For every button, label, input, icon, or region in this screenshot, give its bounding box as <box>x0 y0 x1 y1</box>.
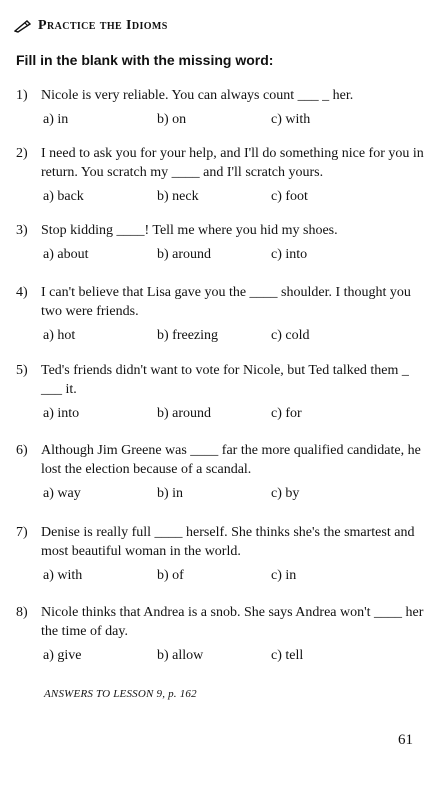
question-number: 2) <box>16 146 28 161</box>
question-item <box>16 523 424 585</box>
pencil-icon <box>14 19 32 33</box>
option-a: a) hot <box>43 328 76 343</box>
option-b: b) of <box>157 568 184 583</box>
question-item <box>16 86 424 129</box>
option-b: b) around <box>157 406 212 421</box>
option-b: b) freezing <box>157 328 219 343</box>
option-c: c) by <box>271 486 300 501</box>
option-a: a) in <box>43 112 69 127</box>
option-c: c) with <box>271 112 311 127</box>
question-text: I need to ask you for your help, and I'll do something nice for you in return. You scratch my ____ and I'll scratch yours. <box>41 146 424 180</box>
answer-options <box>43 111 424 129</box>
question-text: I can't believe that Lisa gave you the ____ shoulder. I thought you two were friends. <box>41 285 411 319</box>
option-c: c) foot <box>271 189 308 204</box>
answer-options <box>43 246 424 264</box>
answer-options <box>43 405 424 423</box>
option-b: b) allow <box>157 648 204 663</box>
option-b: b) neck <box>157 189 199 204</box>
question-number: 7) <box>16 525 28 540</box>
answer-options <box>43 327 424 345</box>
option-c: c) into <box>271 247 308 262</box>
question-number: 1) <box>16 88 28 103</box>
option-a: a) way <box>43 486 81 501</box>
option-c: c) cold <box>271 328 310 343</box>
question-number: 8) <box>16 605 28 620</box>
question-text: Ted's friends didn't want to vote for Nicole, but Ted talked them _ ___ it. <box>41 363 409 397</box>
instruction-text: Fill in the blank with the missing word: <box>16 52 274 68</box>
question-number: 4) <box>16 285 28 300</box>
page-title: Practice the Idioms <box>38 18 168 33</box>
page-header <box>14 18 168 34</box>
question-number: 3) <box>16 223 28 238</box>
question-text: Although Jim Greene was ____ far the more qualified candidate, he lost the election because of a scandal. <box>41 443 421 477</box>
question-text: Nicole thinks that Andrea is a snob. She says Andrea won't ____ her the time of day. <box>41 605 424 639</box>
answer-options <box>43 567 424 585</box>
question-item <box>16 441 424 503</box>
option-c: c) tell <box>271 648 304 663</box>
option-a: a) about <box>43 247 89 262</box>
question-item <box>16 283 424 345</box>
option-b: b) around <box>157 247 212 262</box>
question-item <box>16 603 424 665</box>
question-text: Denise is really full ____ herself. She thinks she's the smartest and most beautiful woman in the world. <box>41 525 415 559</box>
option-a: a) back <box>43 189 84 204</box>
option-c: c) in <box>271 568 297 583</box>
option-c: c) for <box>271 406 302 421</box>
answer-options <box>43 647 424 665</box>
option-b: b) on <box>157 112 187 127</box>
question-text: Nicole is very reliable. You can always count ___ _ her. <box>41 88 354 103</box>
answer-options <box>43 188 424 206</box>
question-number: 6) <box>16 443 28 458</box>
option-b: b) in <box>157 486 184 501</box>
question-item <box>16 361 424 423</box>
page-number: 61 <box>398 732 413 748</box>
question-item <box>16 144 424 206</box>
question-item <box>16 221 424 264</box>
question-text: Stop kidding ____! Tell me where you hid my shoes. <box>41 223 338 238</box>
option-a: a) with <box>43 568 83 583</box>
answers-reference: ANSWERS TO LESSON 9, p. 162 <box>44 688 197 700</box>
option-a: a) give <box>43 648 82 663</box>
question-number: 5) <box>16 363 28 378</box>
answer-options <box>43 485 424 503</box>
option-a: a) into <box>43 406 80 421</box>
